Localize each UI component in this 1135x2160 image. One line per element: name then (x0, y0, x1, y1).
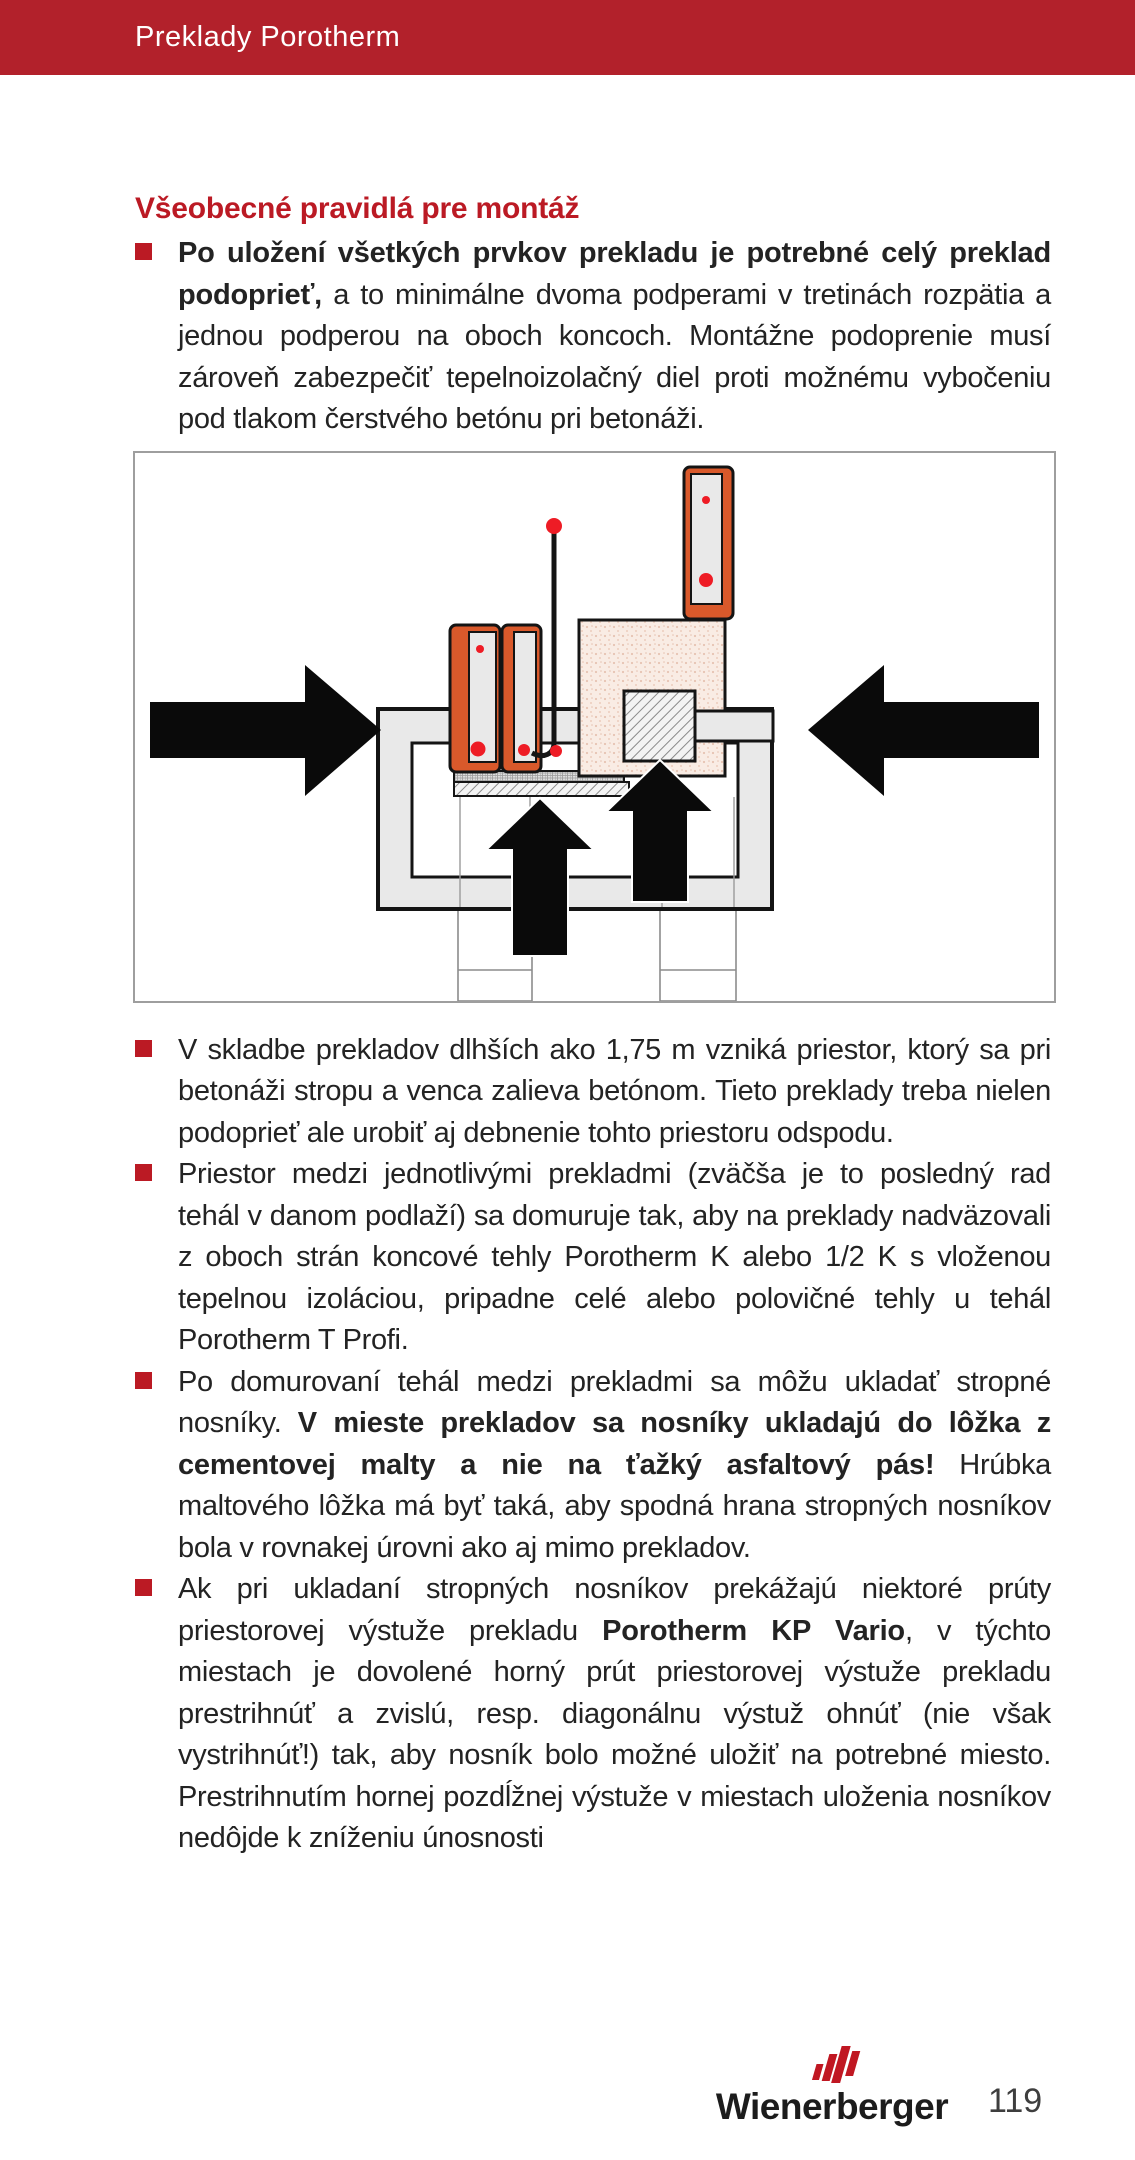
bullet-square-icon (135, 1372, 152, 1389)
list-item (135, 1030, 1051, 1155)
list-item (135, 1362, 1051, 1570)
list-item (135, 233, 1051, 441)
bullet-text: Priestor medzi jednotlivými prekladmi (zväčša je to posledný rad tehál v danom podlaží) sa domuruje tak, aby na preklady nadväzovali z oboch strán koncové tehly Porotherm K alebo 1/2 K s vloženou tepelnou izoláciou, pripadne celé alebo polovičné tehly u tehál Porotherm T Profi. (178, 1158, 1051, 1356)
red-dot (546, 518, 562, 534)
wienerberger-flame-icon (802, 2038, 862, 2085)
bullet-square-icon (135, 1040, 152, 1057)
section-heading: Všeobecné pravidlá pre montáž (135, 192, 580, 225)
bullet-text: V skladbe prekladov dlhších ako 1,75 m vzniká priestor, ktorý sa pri betonáži stropu a venca zalieva betónom. Tieto preklady treba nielen podoprieť ale urobiť aj debnenie tohto priestoru odspodu. (178, 1033, 1051, 1149)
arrow-left-icon (150, 665, 381, 796)
page-footer (0, 2022, 1135, 2132)
red-dot (702, 496, 710, 504)
bullet-text: Po uložení všetkých prvkov prekladu je potrebné celý preklad podoprieť, a to minimálne dvoma podperami v tretinách rozpätia a jednou podperou na oboch koncoch. Montážne podoprenie musí zároveň zabezpečiť tepelnoizolačný diel proti možnému vybočeniu pod tlakom čerstvého betónu pri betonáži. (178, 237, 1051, 435)
list-item (135, 1154, 1051, 1362)
right-bearing-slab (695, 711, 773, 741)
page-number: 119 (988, 2082, 1043, 2120)
wienerberger-wordmark: Wienerberger (715, 2086, 949, 2127)
bullet-square-icon (135, 1164, 152, 1181)
hatched-block (624, 691, 695, 761)
page-content (0, 192, 1135, 1860)
red-dot (476, 645, 484, 653)
bullet-list-bottom (135, 1030, 1051, 1860)
bullet-text: Ak pri ukladaní stropných nosníkov prekážajú niektoré prúty priestorovej výstuže prekladu Porotherm KP Vario, v týchto miestach je dovolené horný prút priestorovej výstuže prekladu prestrihnúť a zvislú, resp. diagonálnu výstuž ohnúť (nie však vystrihnúť!) tak, aby nosník bolo možné uložiť na potrebné miesto. Prestrihnutím hornej pozdĺžnej výstuže v miestach uloženia nosníkov nedôjde k zníženiu únosnosti (178, 1573, 1051, 1854)
red-dot (518, 744, 530, 756)
bullet-text: Po domurovaní tehál medzi prekladmi sa môžu ukladať stropné nosníky. V mieste prekladov sa nosníky ukladajú do lôžka z cementovej malty a nie na ťažký asfaltový pás! Hrúbka maltového lôžka má byť taká, aby spodná hrana stropných nosníkov bola v rovnakej úrovni ako aj mimo prekladov. (178, 1365, 1051, 1564)
bullet-list-top (135, 233, 1051, 441)
arrow-right-icon (808, 665, 1039, 796)
figure-montage-diagram (133, 451, 1056, 1003)
page-header-title: Preklady Porotherm (135, 21, 401, 53)
red-dot (699, 573, 713, 587)
lintel-cross-section-upper (684, 467, 733, 619)
lintel-cross-section-middle (502, 625, 541, 772)
montage-diagram-svg (135, 453, 1054, 1001)
red-dot (550, 745, 562, 757)
red-dot (471, 741, 486, 756)
bearing-strip-hatch (454, 782, 629, 796)
bullet-square-icon (135, 243, 152, 260)
bullet-square-icon (135, 1579, 152, 1596)
list-item (135, 1569, 1051, 1860)
wienerberger-logo (712, 2038, 952, 2128)
page-header (0, 0, 1135, 75)
lintel-cross-section-left (450, 625, 500, 772)
